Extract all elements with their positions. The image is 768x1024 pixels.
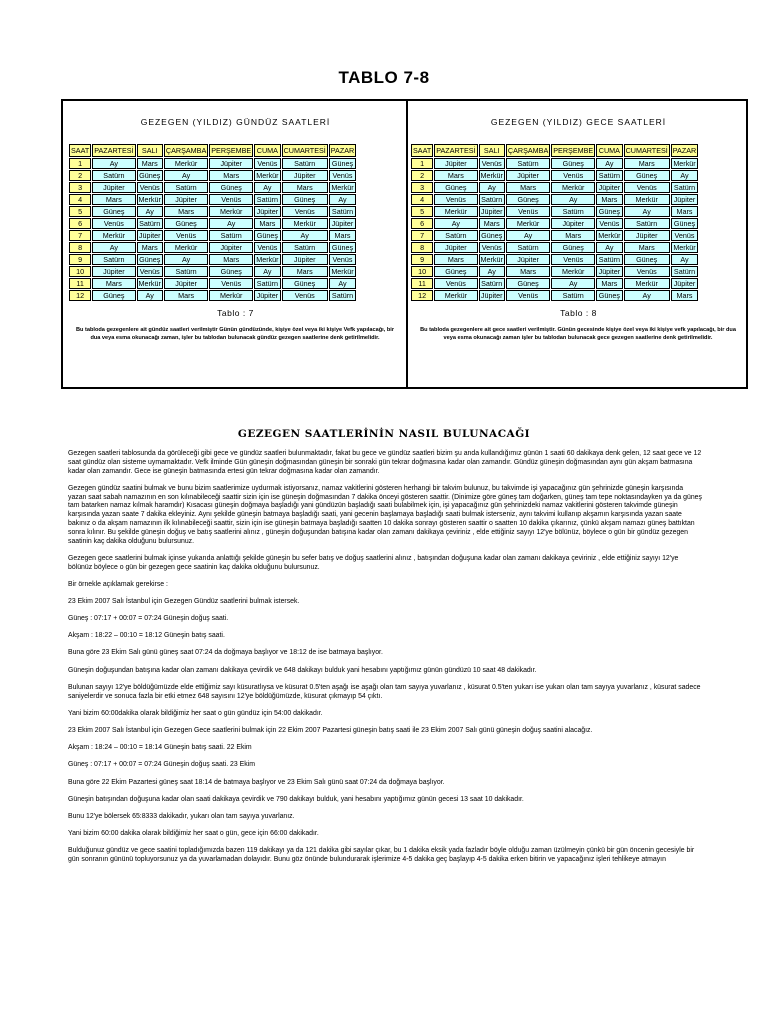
planet-cell: Merkür xyxy=(256,255,279,264)
hour-number-cell: 11 xyxy=(411,278,433,289)
planet-cell: Ay xyxy=(551,194,595,205)
paragraph: Güneşin doğuşundan batışına kadar olan zamanı dakikaya çevirdik ve 648 dakikayı bulduk yani hesabını yaptığımız günün gündüzü 10 saat 48 dakikadır. xyxy=(68,666,537,674)
planet-cell: Merkür xyxy=(138,195,161,204)
planet-cell: Merkür xyxy=(671,242,698,253)
planet-cell: Venüs xyxy=(164,230,208,241)
planet-cell: Jüpiter xyxy=(434,242,477,253)
section-heading: GEZEGEN SAATLERİNİN NASIL BULUNACAĞI xyxy=(237,428,531,440)
planetary-hours-tables xyxy=(61,99,748,389)
planet-cell: Ay xyxy=(209,218,253,229)
planet-cell: Güneş xyxy=(329,158,356,169)
planet-cell: Merkür xyxy=(92,230,135,241)
column-header: PERŞEMBE xyxy=(553,146,594,155)
night-hours-heading: GEZEGEN (YILDIZ) GECE SAATLERİ xyxy=(490,117,667,127)
planet-cell: Mars xyxy=(596,194,622,205)
planet-cell: Ay xyxy=(506,230,550,241)
planet-cell: Satürn xyxy=(551,206,595,217)
planet-cell: Ay xyxy=(137,290,163,301)
planet-cell: Mars xyxy=(624,158,670,169)
planet-cell: Jüpiter xyxy=(282,254,328,265)
table-row xyxy=(411,242,698,253)
planet-cell: Ay xyxy=(551,278,595,289)
planet-cell: Güneş xyxy=(164,218,208,229)
planet-cell: Ay xyxy=(164,254,208,265)
table-header-row xyxy=(69,144,356,157)
planet-cell: Venüs xyxy=(137,182,163,193)
hour-number-cell: 10 xyxy=(69,266,91,277)
planet-cell: Satürn xyxy=(506,158,550,169)
planet-cell: Venüs xyxy=(209,278,253,289)
hour-number-cell: 2 xyxy=(411,170,433,181)
column-header: SALI xyxy=(137,144,163,157)
paragraph: Akşam : 18:22 – 00:10 = 18:12 Güneşin batış saati. xyxy=(68,632,225,640)
planet-cell: Güneş xyxy=(434,182,477,193)
planet-cell: Satürn xyxy=(329,206,356,217)
planet-cell: Merkür xyxy=(551,182,595,193)
planet-cell: Jüpiter xyxy=(209,158,253,169)
planet-cell: Jüpiter xyxy=(164,278,208,289)
hour-number-cell: 3 xyxy=(411,182,433,193)
table-row xyxy=(69,278,356,289)
planet-cell: Jüpiter xyxy=(92,182,135,193)
planet-cell: Jüpiter xyxy=(506,170,550,181)
table-row xyxy=(411,266,698,277)
table-row xyxy=(69,194,356,205)
paragraph: Gezegen saatleri tablosunda da görüleceği gibi gece ve gündüz saatleri bulunmaktadır, fakat bu gece ve gündüz saatleri bizim şu anda kullandığımız günün 1 saati 60 dakikaya denk gelen, 12 saat gece ve 12 saat gündüz olan sisteme uymamaktadır. Vefk ilminde Gün güneşin doğmasından güneşin bir sonraki gün tekrar doğmasına kadar olan zamandır. Gündüz güneşin doğmasından aynı gün akşam batmasına kadar olan zamandır. Gece ise güneşin batmasında ertesi gün tekrar doğmasına kadar olan zamandır. xyxy=(68,450,702,475)
planet-cell: Satürn xyxy=(596,170,622,181)
planet-cell: Ay xyxy=(596,158,622,169)
table-row xyxy=(411,170,698,181)
planet-cell: Jüpiter xyxy=(329,218,356,229)
planet-cell: Mars xyxy=(209,254,253,265)
table-row xyxy=(411,158,698,169)
column-header: PAZAR xyxy=(330,146,355,155)
table-7-description: Bu tabloda gezegenlere ait gündüz saatleri verilmiştir Günün gündüzünde, kişiye özel veya iki kişiye Vefk yapılacağı, bir dua veya esma okunacağı zaman, işler bu tablodan bulunacak gündüz gezegen saatlerine denk getirilmelidir. xyxy=(75,327,394,341)
table-row xyxy=(69,242,356,253)
hour-number-cell: 5 xyxy=(411,206,433,217)
hour-number-cell: 4 xyxy=(411,194,433,205)
planet-cell: Jüpiter xyxy=(596,182,622,193)
hour-number-cell: 6 xyxy=(411,218,433,229)
table-row xyxy=(69,266,356,277)
column-header: PAZARTESİ xyxy=(436,146,476,155)
planet-cell: Güneş xyxy=(479,230,505,241)
planet-cell: Venüs xyxy=(329,170,356,181)
hour-number-cell: 8 xyxy=(69,242,91,253)
planet-cell: Güneş xyxy=(624,254,670,265)
planet-cell: Güneş xyxy=(329,242,356,253)
planet-cell: Güneş xyxy=(551,158,595,169)
planet-cell: Satürn xyxy=(624,218,670,229)
table-row xyxy=(69,230,356,241)
hour-number-cell: 12 xyxy=(69,290,91,301)
paragraph: Gezegen gece saatlerini bulmak içinse yukarıda anlattığı şekilde güneşin bu sefer batış ve doğuş saatlerini alınız , batışından doğuşuna kadar olan zamanı dakikaya çeviriniz , elde ettiğiniz sayıyı 12'ye bölünüz böylece o gün bir gezegen gece saatinin kaç dakika olduğunu bulursunuz. xyxy=(68,554,679,571)
planet-cell: Merkür xyxy=(209,290,253,301)
planet-cell: Güneş xyxy=(209,266,253,277)
planet-cell: Mars xyxy=(137,158,163,169)
table-row xyxy=(411,230,698,241)
column-header: SAAT xyxy=(71,146,90,155)
planet-cell: Ay xyxy=(92,158,135,169)
planet-cell: Venüs xyxy=(282,290,328,301)
table-row xyxy=(411,218,698,229)
paragraph: Yani bizim 60:00 dakika olarak bildiğimiz her saat o gün, gece için 66:00 dakikadır. xyxy=(68,830,319,838)
planet-cell: Merkür xyxy=(434,206,477,217)
paragraph: Buna göre 22 Ekim Pazartesi güneş saat 18:14 de batmaya başlıyor ve 23 Ekim Salı günü saat 07:24 da doğmaya başlıyor. xyxy=(68,778,445,786)
planet-cell: Merkür xyxy=(480,255,503,264)
planet-cell: Venüs xyxy=(479,158,505,169)
planet-cell: Merkür xyxy=(624,278,670,289)
planet-cell: Merkür xyxy=(329,266,356,277)
planet-cell: Venüs xyxy=(329,254,356,265)
planet-cell: Satürn xyxy=(479,194,505,205)
planet-cell: Ay xyxy=(479,182,505,193)
table-row xyxy=(411,254,698,265)
paragraph: Bulduğunuz gündüz ve gece saatini topladığımızda bazen 119 dakikayı ya da 121 dakika gibi sayılar çıkar, bu 1 dakika eksik yada fazladır böyle olduğu zaman üzülmeyin çünkü bir gün öncenin gecesiyle bir gün sonranın gününü topluyorsunuz ya da yuvarlamadan dolayıdır. Bunu göz önünde bulundurarak işlerimize 4-5 dakika geç başlayıp 4-5 dakika erken bitirin ve yapacağınız işleri tehlikeye atmayın xyxy=(68,847,695,864)
planet-cell: Merkür xyxy=(256,171,279,180)
paragraph: Güneş : 07:17 + 00:07 = 07:24 Güneşin doğuş saati. xyxy=(68,615,229,623)
planet-cell: Venüs xyxy=(506,206,550,217)
planet-cell: Venüs xyxy=(479,242,505,253)
planet-cell: Merkür xyxy=(434,290,477,301)
planet-cell: Mars xyxy=(479,218,505,229)
planet-cell: Satürn xyxy=(596,254,622,265)
column-header: ÇARŞAMBA xyxy=(165,146,207,155)
planet-cell: Merkür xyxy=(480,171,503,180)
planet-cell: Ay xyxy=(164,170,208,181)
table-row xyxy=(411,290,698,301)
planet-cell: Merkür xyxy=(551,266,595,277)
table-row xyxy=(69,218,356,229)
planet-cell: Güneş xyxy=(596,206,622,217)
planet-cell: Mars xyxy=(164,206,208,217)
planet-cell: Satürn xyxy=(671,182,698,193)
table-row xyxy=(69,182,356,193)
planet-cell: Mars xyxy=(164,290,208,301)
planet-cell: Jüpiter xyxy=(479,290,505,301)
planet-cell: Ay xyxy=(329,194,356,205)
planet-cell: Satürn xyxy=(92,170,135,181)
table-row xyxy=(411,206,698,217)
page-title: TABLO 7-8 xyxy=(338,68,430,87)
planet-cell: Merkür xyxy=(282,218,328,229)
planet-cell: Venüs xyxy=(624,182,670,193)
planet-cell: Güneş xyxy=(434,266,477,277)
planet-cell: Jüpiter xyxy=(92,266,135,277)
planet-cell: Ay xyxy=(282,230,328,241)
planet-cell: Venüs xyxy=(551,170,595,181)
planet-cell: Ay xyxy=(671,170,698,181)
planet-cell: Satürn xyxy=(282,158,328,169)
paragraph: Bir örnekle açıklamak gerekirse : xyxy=(68,580,168,588)
planet-cell: Satürn xyxy=(479,278,505,289)
planet-cell: Mars xyxy=(596,278,622,289)
planet-cell: Venüs xyxy=(671,230,698,241)
day-hours-heading: GEZEGEN (YILDIZ) GÜNDÜZ SAATLERİ xyxy=(140,117,331,127)
planet-cell: Satürn xyxy=(671,266,698,277)
column-header: CUMA xyxy=(254,144,280,157)
planet-cell: Jüpiter xyxy=(209,242,253,253)
planet-cell: Satürn xyxy=(434,230,477,241)
planet-cell: Merkür xyxy=(138,279,161,288)
planet-cell: Mars xyxy=(137,242,163,253)
day-hours-table xyxy=(68,143,357,302)
planet-cell: Güneş xyxy=(137,254,163,265)
planet-cell: Güneş xyxy=(209,182,253,193)
planet-cell: Ay xyxy=(254,266,280,277)
hour-number-cell: 3 xyxy=(69,182,91,193)
planet-cell: Güneş xyxy=(506,278,550,289)
planet-cell: Jüpiter xyxy=(479,206,505,217)
planet-cell: Ay xyxy=(329,278,356,289)
day-hours-panel xyxy=(65,101,406,387)
planet-cell: Ay xyxy=(671,254,698,265)
hour-number-cell: 12 xyxy=(411,290,433,301)
table-8-description: Bu tabloda gezegenlere ait gece saatleri verilmiştir. Günün gecesinde kişiye özel veya iki kişiye vefk yapılacağı, bir dua veya esma okunacağı zaman işler bu tablodan bulunacak gece gezegen saatlerine denk getirilmelidir. xyxy=(420,327,736,341)
planet-cell: Jüpiter xyxy=(671,194,698,205)
table-row xyxy=(69,170,356,181)
planet-cell: Mars xyxy=(92,278,135,289)
planet-cell: Mars xyxy=(282,266,328,277)
paragraph: 23 Ekim 2007 Salı İstanbul için Gezegen Gündüz saatlerini bulmak istersek. xyxy=(68,597,300,605)
table-row xyxy=(411,278,698,289)
paragraph: Bulunan sayıyı 12'ye böldüğümüzde elde ettiğimiz sayı küsuratlıysa ve küsurat 0.5'ten aşağı ise aşağı olan tam sayıya yuvarlanız , küsurat 0.5'ten yukarı ise yukarı olan tam sayıya yuvarlanız , küsurat sadece saniyelerdir ve sonuca fazla bir etki etmez 648 sayısını 12'ye böldüğümüzde, küsurat çıkmayıp 54 çıktı. xyxy=(68,683,701,700)
table-row xyxy=(69,206,356,217)
planet-cell: Venüs xyxy=(434,278,477,289)
planet-cell: Mars xyxy=(506,182,550,193)
table-row xyxy=(69,290,356,301)
hour-number-cell: 5 xyxy=(69,206,91,217)
planet-cell: Mars xyxy=(671,206,698,217)
column-header: PAZAR xyxy=(672,146,697,155)
planet-cell: Jüpiter xyxy=(282,170,328,181)
planet-cell: Satürn xyxy=(551,290,595,301)
planet-cell: Mars xyxy=(209,170,253,181)
planet-cell: Mars xyxy=(506,266,550,277)
planet-cell: Jüpiter xyxy=(551,218,595,229)
planet-cell: Jüpiter xyxy=(254,206,280,217)
planet-cell: Venüs xyxy=(137,266,163,277)
planet-cell: Güneş xyxy=(254,230,280,241)
hour-number-cell: 6 xyxy=(69,218,91,229)
column-header: ÇARŞAMBA xyxy=(507,146,549,155)
paragraph: 23 Ekim 2007 Salı İstanbul için Gezegen Gece saatlerini bulmak için 22 Ekim 2007 Pazartesi güneşin batış saati ile 23 Ekim 2007 Salı günü güneşin doğuş saatini alacağız. xyxy=(68,727,593,735)
column-header: CUMARTESİ xyxy=(625,146,668,155)
planet-cell: Mars xyxy=(329,230,356,241)
planet-cell: Ay xyxy=(254,182,280,193)
planet-cell: Jüpiter xyxy=(506,254,550,265)
planet-cell: Venüs xyxy=(624,266,670,277)
planet-cell: Jüpiter xyxy=(137,230,163,241)
planet-cell: Venüs xyxy=(506,290,550,301)
planet-cell: Merkür xyxy=(624,194,670,205)
planet-cell: Güneş xyxy=(282,278,328,289)
table-7-label: Tablo : 7 xyxy=(217,308,254,318)
planet-cell: Satürn xyxy=(254,194,280,205)
planet-cell: Merkür xyxy=(671,158,698,169)
planet-cell: Güneş xyxy=(624,170,670,181)
night-hours-panel xyxy=(408,101,749,387)
planet-cell: Satürn xyxy=(506,242,550,253)
hour-number-cell: 9 xyxy=(69,254,91,265)
planet-cell: Merkür xyxy=(329,182,356,193)
planet-cell: Mars xyxy=(551,230,595,241)
night-hours-table xyxy=(410,143,699,302)
planet-cell: Jüpiter xyxy=(624,230,670,241)
planet-cell: Güneş xyxy=(282,194,328,205)
planet-cell: Ay xyxy=(596,242,622,253)
planet-cell: Ay xyxy=(137,206,163,217)
column-header: PAZARTESİ xyxy=(94,146,134,155)
planet-cell: Satürn xyxy=(164,182,208,193)
planet-cell: Mars xyxy=(671,290,698,301)
hour-number-cell: 7 xyxy=(69,230,91,241)
paragraph: Yani bizim 60:00dakika olarak bildiğimiz her saat o gün gündüz için 54:00 dakikadır. xyxy=(68,709,323,717)
planet-cell: Venüs xyxy=(209,194,253,205)
paragraph: Buna göre 23 Ekim Salı günü güneş saat 07:24 da doğmaya başlıyor ve 18:12 de ise batmaya başlıyor. xyxy=(68,649,383,657)
hour-number-cell: 1 xyxy=(69,158,91,169)
planet-cell: Ay xyxy=(92,242,135,253)
paragraph: Güneş : 07:17 + 00:07 = 07:24 Güneşin doğuş saati. 23 Ekim xyxy=(68,761,255,769)
table-row xyxy=(411,182,698,193)
table-header-row xyxy=(411,144,698,157)
planet-cell: Merkür xyxy=(164,242,208,253)
paragraph: Akşam : 18:24 – 00:10 = 18:14 Güneşin batış saati. 22 Ekim xyxy=(68,744,252,752)
planet-cell: Satürn xyxy=(329,290,356,301)
planet-cell: Mars xyxy=(254,218,280,229)
planet-cell: Ay xyxy=(624,206,670,217)
hour-number-cell: 10 xyxy=(411,266,433,277)
planet-cell: Güneş xyxy=(596,290,622,301)
planet-cell: Merkür xyxy=(598,231,621,240)
paragraph: Bunu 12'ye bölersek 65:8333 dakikadır, yukarı olan tam sayıya yuvarlanız. xyxy=(68,812,295,820)
planet-cell: Satürn xyxy=(137,218,163,229)
planet-cell: Mars xyxy=(434,170,477,181)
planet-cell: Satürn xyxy=(209,230,253,241)
planet-cell: Jüpiter xyxy=(164,194,208,205)
planet-cell: Satürn xyxy=(254,278,280,289)
planet-cell: Güneş xyxy=(92,290,135,301)
planet-cell: Mars xyxy=(92,194,135,205)
column-header: SALI xyxy=(479,144,505,157)
article-body xyxy=(68,450,702,873)
hour-number-cell: 1 xyxy=(411,158,433,169)
table-row xyxy=(411,194,698,205)
planet-cell: Güneş xyxy=(137,170,163,181)
planet-cell: Satürn xyxy=(282,242,328,253)
planet-cell: Güneş xyxy=(671,218,698,229)
paragraph: Gezegen gündüz saatini bulmak ve bunu bizim saatlerimize uydurmak istiyorsanız, namaz vakitlerini gösteren herhangi bir takvim bulunuz, bu takvimde işi yapacağınız gün şehrinizde güneşin karşısında yazan saat sabah namazının en son kılınabileceği saattir sizin için ise güneşin doğmasından 7 dakika önceyi gösteren saattir. (Dinimize göre güneş tam doğarken, güneş tam tepe noktasındayken ya da güneş tam batarken namaz kılmak haramdır) Kısacası güneşin doğmaya başladığı yani gündüzün başladığı saati bulabilmek için, işi yapacağınız gün şehrinizdeki namaz vakitlerini gösteren takvimde güneşin karşısında yazan saate 7 dakika ekleyiniz. Aynı şekilde güneşin batmaya başladığı saati, yani gecenin başlamaya başladığı saati bulmak isterseniz, aynı takvimi kullanıp akşamın karşısında yazan saate bakınız o da akşam namazının ilk kılınabileceği saattir, sizin için ise güneşin batmaya başladığı saatten 10 dakika sonrayı gösteren saattir o saatten 10 dakika çıkarınız, çünkü akşam namazı güneş battıktan sonra kılınır. Bu şekilde güneşin doğuş ve batış saatlerini alınız , güneşin doğuşundan batışına kadar olan zamanı dakikaya çeviriniz , elde ettiğiniz sayıyı 12'ye bölünüz, böylece o gün bir gündüz gezegen saatinin kaç dakika olduğunu bulursunuz. xyxy=(68,484,702,545)
planet-cell: Merkür xyxy=(209,206,253,217)
planet-cell: Jüpiter xyxy=(671,278,698,289)
paragraph: Güneşin batışından doğuşuna kadar olan saati dakikaya çevirdik ve 790 dakikayı bulduk, yani hesabını yaptığımız günün gecesi 13 saat 10 dakikadır. xyxy=(68,795,524,803)
planet-cell: Venüs xyxy=(254,158,280,169)
table-row xyxy=(69,158,356,169)
table-8-label: Tablo : 8 xyxy=(560,308,597,318)
column-header: CUMARTESİ xyxy=(283,146,326,155)
planet-cell: Jüpiter xyxy=(434,158,477,169)
planet-cell: Satürn xyxy=(164,266,208,277)
planet-cell: Jüpiter xyxy=(254,290,280,301)
planet-cell: Güneş xyxy=(92,206,135,217)
planet-cell: Venüs xyxy=(596,218,622,229)
planet-cell: Satürn xyxy=(92,254,135,265)
planet-cell: Ay xyxy=(434,218,477,229)
planet-cell: Mars xyxy=(624,242,670,253)
planet-cell: Venüs xyxy=(551,254,595,265)
column-header: SAAT xyxy=(413,146,432,155)
planet-cell: Venüs xyxy=(282,206,328,217)
hour-number-cell: 4 xyxy=(69,194,91,205)
hour-number-cell: 9 xyxy=(411,254,433,265)
hour-number-cell: 2 xyxy=(69,170,91,181)
planet-cell: Venüs xyxy=(434,194,477,205)
column-header: PERŞEMBE xyxy=(211,146,252,155)
hour-number-cell: 11 xyxy=(69,278,91,289)
column-header: CUMA xyxy=(596,144,622,157)
planet-cell: Merkür xyxy=(164,158,208,169)
planet-cell: Venüs xyxy=(92,218,135,229)
planet-cell: Mars xyxy=(434,254,477,265)
planet-cell: Jüpiter xyxy=(596,266,622,277)
planet-cell: Mars xyxy=(282,182,328,193)
planet-cell: Merkür xyxy=(506,218,550,229)
planet-cell: Ay xyxy=(479,266,505,277)
planet-cell: Venüs xyxy=(254,242,280,253)
hour-number-cell: 7 xyxy=(411,230,433,241)
table-row xyxy=(69,254,356,265)
planet-cell: Güneş xyxy=(506,194,550,205)
planet-cell: Ay xyxy=(624,290,670,301)
hour-number-cell: 8 xyxy=(411,242,433,253)
planet-cell: Güneş xyxy=(551,242,595,253)
